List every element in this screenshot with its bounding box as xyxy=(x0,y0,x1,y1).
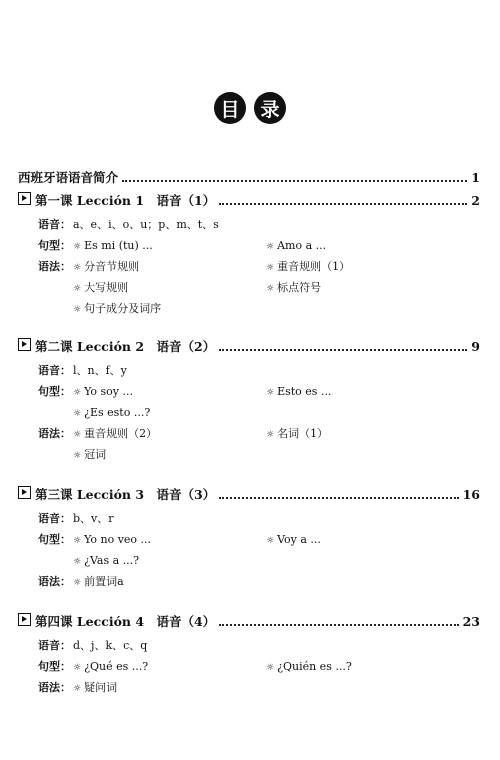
lesson-details xyxy=(38,360,480,465)
sun-bullet-icon: ☼ xyxy=(266,430,275,440)
grammar-item: 分音节规则 xyxy=(84,260,140,273)
toc-entry-label: 第一课 Lección 1 语音（1） xyxy=(35,193,216,208)
sun-bullet-icon: ☼ xyxy=(266,284,275,294)
sun-bullet-icon: ☼ xyxy=(73,536,82,546)
sent-label: 句型： xyxy=(38,533,71,546)
triangle-arrow-icon xyxy=(18,338,31,351)
dot-leader xyxy=(219,349,467,351)
toc-entry-label: 西班牙语语音简介 xyxy=(18,170,119,185)
toc-entry-lesson-2[interactable] xyxy=(18,337,480,355)
dot-leader xyxy=(219,624,458,626)
sentence-item: ¿Es esto ...? xyxy=(84,406,151,419)
sun-bullet-icon: ☼ xyxy=(73,451,82,461)
toc-entry-lesson-3[interactable] xyxy=(18,485,480,503)
sun-bullet-icon: ☼ xyxy=(73,578,82,588)
sun-bullet-icon: ☼ xyxy=(73,663,82,673)
sentence-item: ¿Vas a ...? xyxy=(84,554,140,567)
toc-entry-lesson-4[interactable] xyxy=(18,612,480,630)
sun-bullet-icon: ☼ xyxy=(73,557,82,567)
sentence-item: Amo a ... xyxy=(277,239,327,252)
grammar-item: 重音规则（1） xyxy=(277,260,351,273)
grammar-item: 标点符号 xyxy=(277,281,322,294)
toc-entry-label: 第二课 Lección 2 语音（2） xyxy=(35,339,216,354)
grammar-item: 前置词a xyxy=(84,575,124,588)
lesson-details xyxy=(38,635,480,698)
pron-value: a、e、i、o、u；p、m、t、s xyxy=(73,218,219,231)
sent-label: 句型： xyxy=(38,239,71,252)
pron-label: 语音： xyxy=(38,364,71,377)
sentence-item: Voy a ... xyxy=(277,533,321,546)
sun-bullet-icon: ☼ xyxy=(73,242,82,252)
sun-bullet-icon: ☼ xyxy=(73,684,82,694)
sun-bullet-icon: ☼ xyxy=(73,263,82,273)
sun-bullet-icon: ☼ xyxy=(266,263,275,273)
page-number: 16 xyxy=(462,487,480,502)
sent-label: 句型： xyxy=(38,385,71,398)
sentence-item: ¿Qué es ...? xyxy=(84,660,149,673)
gram-label: 语法： xyxy=(38,260,71,273)
sun-bullet-icon: ☼ xyxy=(73,305,82,315)
gram-label: 语法： xyxy=(38,575,71,588)
pron-label: 语音： xyxy=(38,218,71,231)
triangle-arrow-icon xyxy=(18,192,31,205)
gram-label: 语法： xyxy=(38,681,71,694)
table-of-contents xyxy=(18,168,480,698)
sentence-item: ¿Quién es ...? xyxy=(277,660,352,673)
sun-bullet-icon: ☼ xyxy=(73,409,82,419)
grammar-item: 大写规则 xyxy=(84,281,129,294)
sentence-item: Yo soy ... xyxy=(84,385,133,398)
grammar-item: 重音规则（2） xyxy=(84,427,158,440)
pron-value: d、j、k、c、q xyxy=(73,639,148,652)
sun-bullet-icon: ☼ xyxy=(73,430,82,440)
dot-leader xyxy=(219,497,458,499)
sent-label: 句型： xyxy=(38,660,71,673)
sun-bullet-icon: ☼ xyxy=(266,242,275,252)
page-title xyxy=(0,92,500,128)
triangle-arrow-icon xyxy=(18,613,31,626)
title-char: 目 xyxy=(214,92,246,124)
lesson-details xyxy=(38,508,480,592)
dot-leader xyxy=(122,180,467,182)
sun-bullet-icon: ☼ xyxy=(73,284,82,294)
toc-entry-label: 第四课 Lección 4 语音（4） xyxy=(35,614,216,629)
triangle-arrow-icon xyxy=(18,486,31,499)
toc-entry-lesson-1[interactable] xyxy=(18,191,480,209)
dot-leader xyxy=(219,203,467,205)
gram-label: 语法： xyxy=(38,427,71,440)
sentence-item: Es mi (tu) ... xyxy=(84,239,153,252)
toc-entry-label: 第三课 Lección 3 语音（3） xyxy=(35,487,216,502)
pron-value: b、v、r xyxy=(73,512,114,525)
page-number: 2 xyxy=(471,193,480,208)
toc-entry-intro[interactable] xyxy=(18,168,480,186)
pron-label: 语音： xyxy=(38,639,71,652)
title-char: 录 xyxy=(254,92,286,124)
sun-bullet-icon: ☼ xyxy=(73,388,82,398)
sun-bullet-icon: ☼ xyxy=(266,536,275,546)
page-number: 9 xyxy=(471,339,480,354)
page-number: 1 xyxy=(471,170,480,185)
grammar-item: 名词（1） xyxy=(277,427,329,440)
pron-value: l、n、f、y xyxy=(73,364,127,377)
grammar-item: 疑问词 xyxy=(84,681,118,694)
sun-bullet-icon: ☼ xyxy=(266,663,275,673)
grammar-item: 冠词 xyxy=(84,448,107,461)
page-number: 23 xyxy=(462,614,480,629)
sentence-item: Yo no veo ... xyxy=(84,533,152,546)
sentence-item: Esto es ... xyxy=(277,385,332,398)
grammar-item: 句子成分及词序 xyxy=(84,302,162,315)
lesson-details xyxy=(38,214,480,319)
pron-label: 语音： xyxy=(38,512,71,525)
sun-bullet-icon: ☼ xyxy=(266,388,275,398)
